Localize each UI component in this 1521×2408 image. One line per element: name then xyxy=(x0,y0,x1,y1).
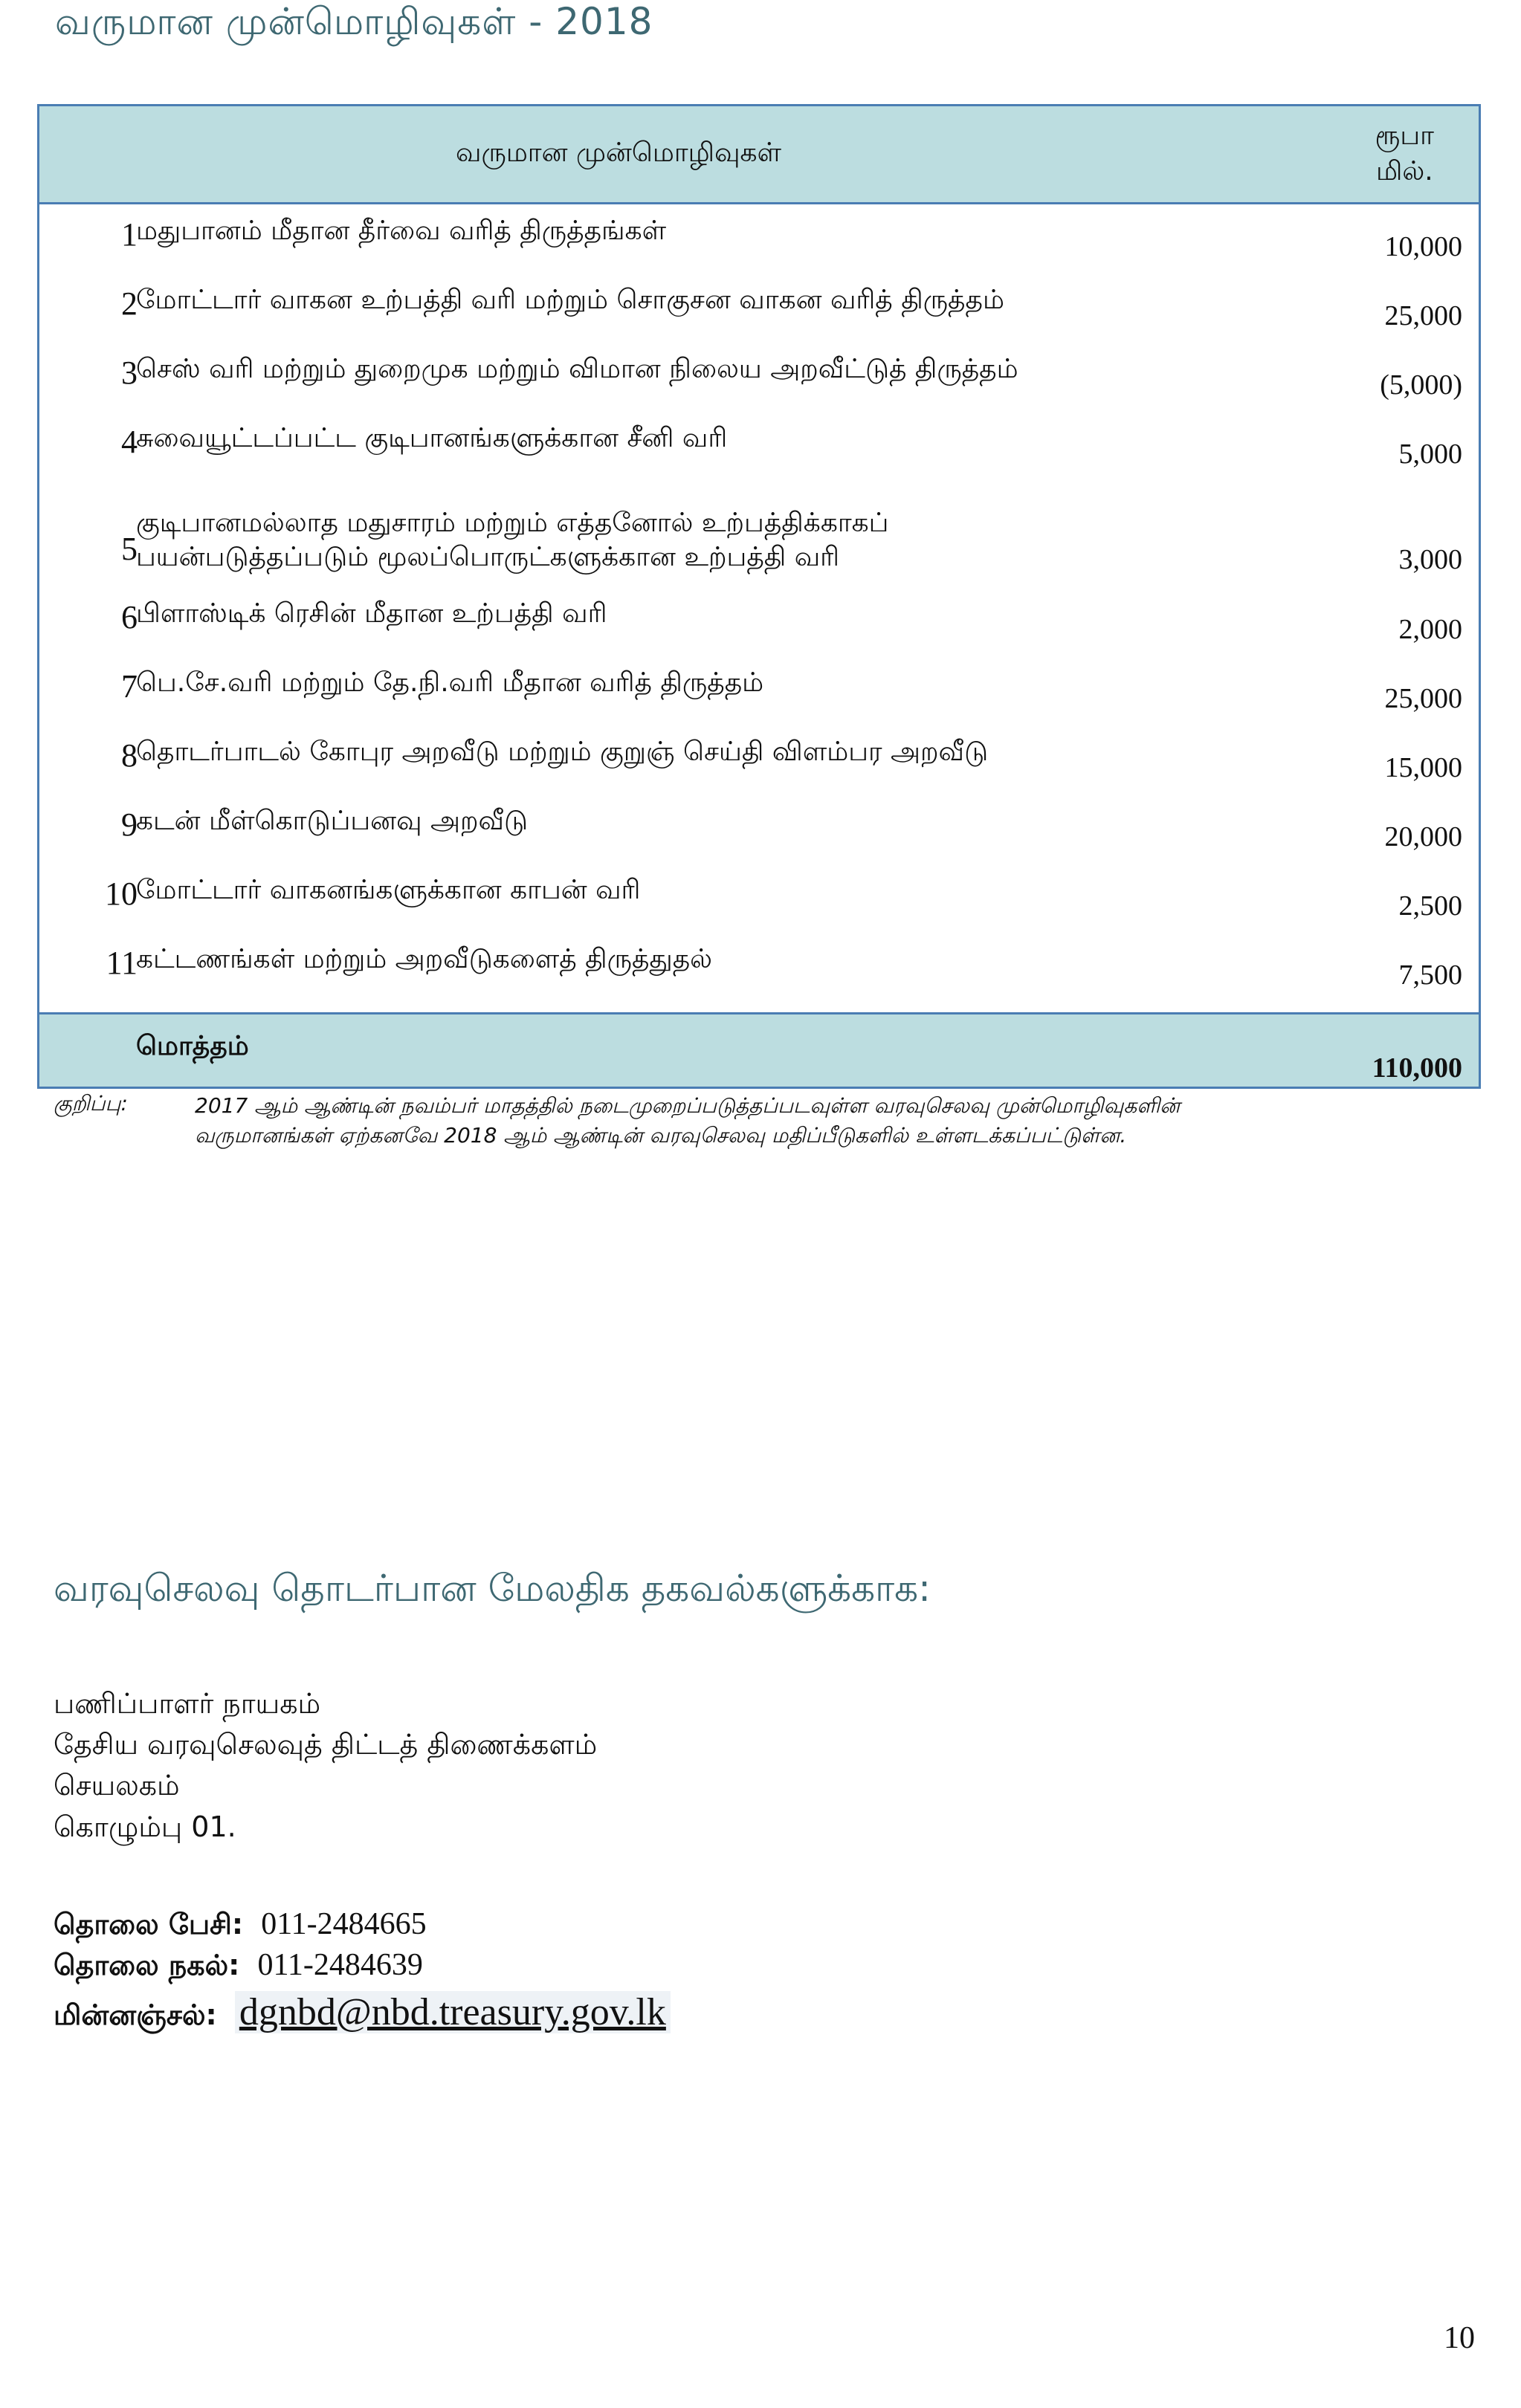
row-description-line: பெ.சே.வரி மற்றும் தே.நி.வரி மீதான வரித் திருத்தம் xyxy=(136,667,764,698)
row-description xyxy=(136,421,727,456)
revenue-proposals-table xyxy=(37,104,1481,1089)
phone-row xyxy=(54,1906,427,1945)
table-row xyxy=(39,216,1479,291)
row-amount: 25,000 xyxy=(1384,300,1462,331)
row-description-line: குடிபானமல்லாத மதுசாரம் மற்றும் எத்தனோல் உற்பத்திக்காகப் xyxy=(136,508,889,538)
phone-label: தொலை பேசி: xyxy=(54,1908,244,1941)
note-text xyxy=(195,1091,1180,1150)
address-line: கொழும்பு 01. xyxy=(54,1810,236,1843)
row-amount: 2,000 xyxy=(1398,614,1462,645)
table-row xyxy=(39,944,1479,1019)
header-unit-line1: ரூபா xyxy=(1375,120,1434,151)
row-description xyxy=(136,804,528,838)
note-line1: 2017 ஆம் ஆண்டின் நவம்பர் மாதத்தில் நடைமுறைப்படுத்தப்படவுள்ள வரவுசெலவு முன்மொழிவுகளின் xyxy=(195,1093,1181,1118)
row-description-line: கடன் மீள்கொடுப்பனவு அறவீடு xyxy=(136,806,529,836)
row-number: 4 xyxy=(121,424,138,460)
email-row xyxy=(54,1990,671,2036)
row-description xyxy=(136,506,888,575)
page-number: 10 xyxy=(1444,2321,1475,2355)
table-row xyxy=(39,423,1479,498)
row-amount: 20,000 xyxy=(1384,821,1462,852)
fax-label: தொலை நகல்: xyxy=(54,1949,240,1981)
table-row xyxy=(39,354,1479,429)
phone-value: 011-2484665 xyxy=(261,1907,427,1941)
row-description-line: தொடர்பாடல் கோபுர அறவீடு மற்றும் குறுஞ் செய்தி விளம்பர அறவீடு xyxy=(136,737,989,767)
row-number: 3 xyxy=(121,355,138,391)
email-label: மின்னஞ்சல்: xyxy=(54,1998,217,2031)
table-total-row xyxy=(39,1012,1479,1087)
row-description-line: கட்டணங்கள் மற்றும் அறவீடுகளைத் திருத்துதல் xyxy=(136,944,713,974)
info-heading: வரவுசெலவு தொடர்பான மேலதிக தகவல்களுக்காக: xyxy=(54,1567,931,1610)
address-line: செயலகம் xyxy=(54,1769,180,1802)
row-number: 8 xyxy=(121,737,138,774)
row-number: 1 xyxy=(121,216,138,253)
row-description xyxy=(136,214,666,248)
row-description-line: செஸ் வரி மற்றும் துறைமுக மற்றும் விமான நிலைய அறவீட்டுத் திருத்தம் xyxy=(136,354,1018,384)
row-amount: 2,500 xyxy=(1398,890,1462,922)
row-description-line: மதுபானம் மீதான தீர்வை வரித் திருத்தங்கள் xyxy=(136,216,667,246)
fax-row xyxy=(54,1947,423,1986)
email-link[interactable]: dgnbd@nbd.treasury.gov.lk xyxy=(235,1991,671,2033)
address-line: பணிப்பாளர் நாயகம் xyxy=(54,1687,321,1720)
row-number: 5 xyxy=(121,531,138,567)
header-unit xyxy=(1375,118,1434,190)
row-amount: 15,000 xyxy=(1384,752,1462,783)
table-row xyxy=(39,737,1479,812)
row-amount: 7,500 xyxy=(1398,959,1462,991)
row-description-line: மோட்டார் வாகனங்களுக்கான காபன் வரி xyxy=(136,875,641,905)
row-description xyxy=(136,942,712,977)
row-number: 6 xyxy=(121,599,138,635)
row-number: 7 xyxy=(121,668,138,705)
row-description-line: பிளாஸ்டிக் ரெசின் மீதான உற்பத்தி வரி xyxy=(136,598,607,629)
header-unit-line2: மில். xyxy=(1375,156,1433,187)
row-description xyxy=(136,352,1018,386)
table-row xyxy=(39,285,1479,360)
row-description xyxy=(136,597,607,631)
table-header xyxy=(39,106,1479,204)
table-row xyxy=(39,598,1479,673)
row-number: 9 xyxy=(121,806,138,843)
row-amount: 5,000 xyxy=(1398,438,1462,470)
page-title: வருமான முன்மொழிவுகள் - 2018 xyxy=(55,0,653,43)
fax-value: 011-2484639 xyxy=(257,1948,423,1982)
row-amount: (5,000) xyxy=(1380,369,1462,401)
row-description xyxy=(136,666,763,700)
header-label: வருமான முன்மொழிவுகள் xyxy=(456,137,782,168)
row-description-line: பயன்படுத்தப்படும் மூலப்பொருட்களுக்கான உற்பத்தி வரி xyxy=(136,542,840,572)
row-description xyxy=(136,873,640,907)
address-line: தேசிய வரவுசெலவுத் திட்டத் திணைக்களம் xyxy=(54,1728,598,1761)
note-label: குறிப்பு: xyxy=(54,1091,128,1116)
row-amount: 3,000 xyxy=(1398,544,1462,575)
table-row xyxy=(39,667,1479,742)
row-description-line: சுவையூட்டப்பட்ட குடிபானங்களுக்கான சீனி வரி xyxy=(136,423,728,453)
row-number: 10 xyxy=(105,876,138,912)
row-description-line: மோட்டார் வாகன உற்பத்தி வரி மற்றும் சொகுசன வாகன வரித் திருத்தம் xyxy=(136,285,1004,315)
row-number: 11 xyxy=(106,945,138,981)
table-row xyxy=(39,875,1479,950)
row-description xyxy=(136,283,1004,317)
total-amount: 110,000 xyxy=(1372,1052,1462,1084)
note-line2: வருமானங்கள் ஏற்கனவே 2018 ஆம் ஆண்டின் வரவுசெலவு மதிப்பீடுகளில் உள்ளடக்கப்பட்டுள்ன. xyxy=(195,1123,1127,1148)
row-description xyxy=(136,735,988,769)
row-amount: 10,000 xyxy=(1384,231,1462,262)
table-row xyxy=(39,508,1479,604)
row-amount: 25,000 xyxy=(1384,683,1462,714)
row-number: 2 xyxy=(121,285,138,322)
total-label: மொத்தம் xyxy=(136,1031,249,1061)
table-row xyxy=(39,806,1479,881)
